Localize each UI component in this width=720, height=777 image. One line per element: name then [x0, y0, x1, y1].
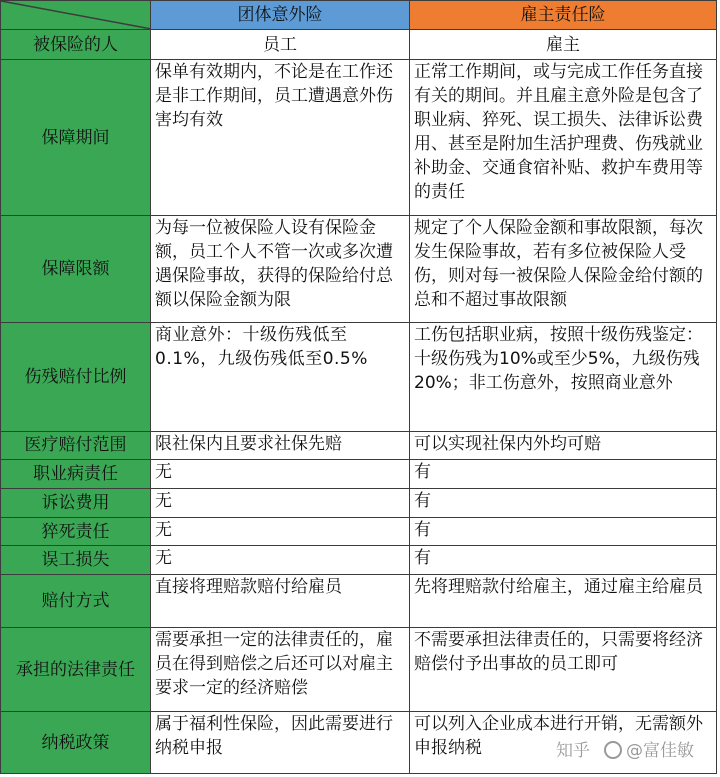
row-label: 医疗赔付范围	[1, 431, 151, 460]
cell-col-b: 有	[410, 488, 717, 517]
cell-col-a: 商业意外：十级伤残低至0.1%，九级伤残低至0.5%	[151, 322, 410, 431]
table-row	[1, 546, 717, 575]
row-label: 承担的法律责任	[1, 628, 151, 712]
cell-col-b: 规定了个人保险金额和事故限额，每次发生保险事故，若有多位被保险人受伤，则对每一被保险人保险金给付额的总和不超过事故限额	[410, 216, 717, 323]
row-label: 职业病责任	[1, 460, 151, 489]
row-label: 伤残赔付比例	[1, 322, 151, 431]
table-row	[1, 460, 717, 489]
cell-col-b: 正常工作期间，或与完成工作任务直接有关的期间。并且雇主意外险是包含了职业病、猝死、误工损失、法律诉讼费用、甚至是附加生活护理费、伤残就业补助金、交通食宿补贴、救护车费用等的责任	[410, 60, 717, 216]
cell-col-a: 无	[151, 460, 410, 489]
cell-col-b: 工伤包括职业病，按照十级伤残鉴定：十级伤残为10%或至少5%，九级伤残20%；非工伤意外，按照商业意外	[410, 322, 717, 431]
cell-col-a: 为每一位被保险人设有保险金额，员工个人不管一次或多次遭遇保险事故，获得的保险给付总额以保险金额为限	[151, 216, 410, 323]
cell-col-b: 雇主	[410, 29, 717, 60]
cell-col-a: 属于福利性保险，因此需要进行纳税申报	[151, 712, 410, 774]
watermark-author: @富佳敏	[626, 741, 694, 761]
table-row	[1, 575, 717, 628]
cell-col-a: 无	[151, 546, 410, 575]
table-row	[1, 216, 717, 323]
row-label: 纳税政策	[1, 712, 151, 774]
header-group-accident: 团体意外险	[151, 1, 410, 30]
cell-col-a: 需要承担一定的法律责任的，雇员在得到赔偿之后还可以对雇主要求一定的经济赔偿	[151, 628, 410, 712]
watermark-site: 知乎	[556, 741, 590, 761]
table-row	[1, 60, 717, 216]
cell-col-a: 无	[151, 517, 410, 546]
row-label: 保障限额	[1, 216, 151, 323]
row-label: 误工损失	[1, 546, 151, 575]
cell-col-b: 不需要承担法律责任的，只需要将经济赔偿付予出事故的员工即可	[410, 628, 717, 712]
row-label: 诉讼费用	[1, 488, 151, 517]
table-row	[1, 29, 717, 60]
cell-col-b: 有	[410, 460, 717, 489]
header-employer-liability: 雇主责任险	[410, 1, 717, 30]
cell-col-a: 限社保内且要求社保先赔	[151, 431, 410, 460]
cell-col-a: 直接将理赔款赔付给雇员	[151, 575, 410, 628]
cell-col-b: 可以列入企业成本进行开销，无需额外申报纳税	[410, 712, 717, 774]
cell-col-a: 员工	[151, 29, 410, 60]
row-label: 赔付方式	[1, 575, 151, 628]
table-row	[1, 712, 717, 774]
table-row	[1, 628, 717, 712]
diagonal-line	[1, 1, 150, 29]
cell-col-b: 有	[410, 546, 717, 575]
table-row	[1, 517, 717, 546]
header-row	[1, 1, 717, 30]
row-label: 被保险的人	[1, 29, 151, 60]
cell-col-a: 保单有效期内，不论是在工作还是非工作期间，员工遭遇意外伤害均有效	[151, 60, 410, 216]
table-row	[1, 488, 717, 517]
table-row	[1, 322, 717, 431]
row-label: 猝死责任	[1, 517, 151, 546]
cell-col-b: 先将理赔款付给雇主，通过雇主给雇员	[410, 575, 717, 628]
row-label: 保障期间	[1, 60, 151, 216]
corner-cell	[1, 1, 151, 30]
cell-col-a: 无	[151, 488, 410, 517]
cell-col-b: 可以实现社保内外均可赔	[410, 431, 717, 460]
table-row	[1, 431, 717, 460]
cell-col-b: 有	[410, 517, 717, 546]
